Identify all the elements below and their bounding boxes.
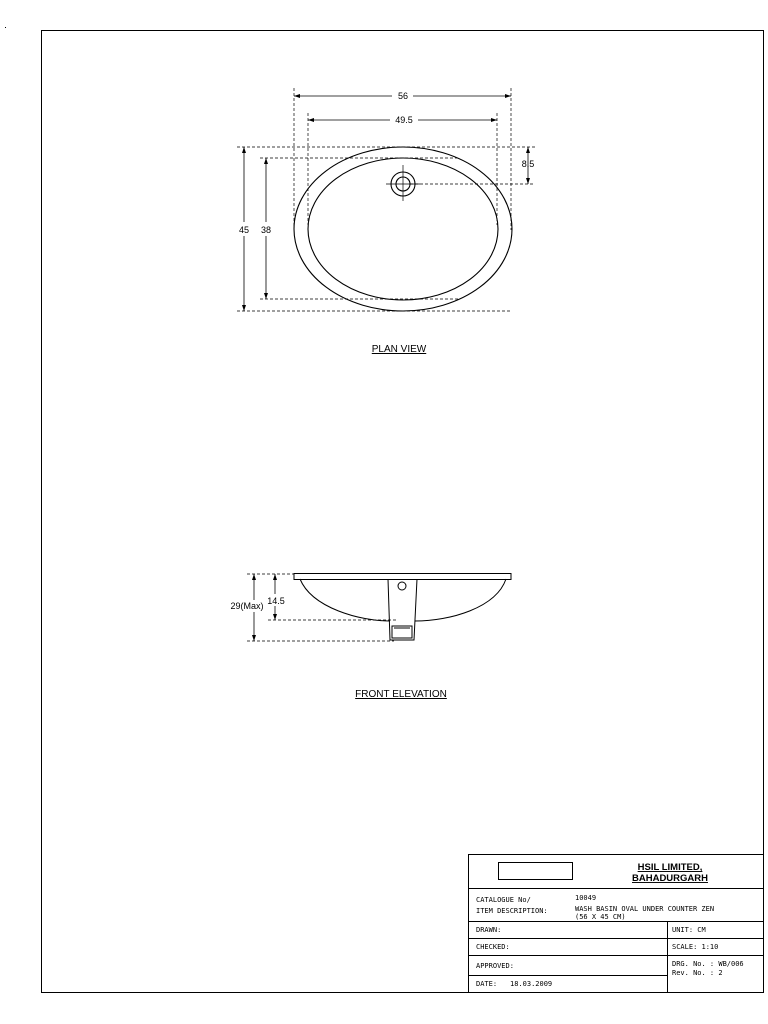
drawing-number: DRG. No. : WB/006: [672, 960, 744, 968]
item-description-size: (56 X 45 CM): [575, 913, 626, 921]
dim-max-height: 29(Max): [230, 601, 264, 611]
dim-inner-depth: 38: [260, 225, 272, 235]
dim-bowl-depth: 14.5: [267, 596, 285, 606]
front-elevation: [230, 574, 511, 701]
company-name: HSIL LIMITED,: [637, 862, 703, 873]
date-label: DATE:: [476, 980, 498, 988]
catalogue-value: 10049: [575, 894, 597, 902]
front-elevation-label: FRONT ELEVATION: [355, 689, 447, 700]
basin-bowl-profile-right: [415, 579, 506, 621]
item-description-label: ITEM DESCRIPTION:: [476, 907, 548, 915]
sheet-border: [42, 31, 764, 993]
speck-mark: [5, 27, 6, 28]
scale-text: SCALE: 1:10: [672, 943, 719, 951]
elevation-extension-lines: [247, 574, 396, 641]
catalogue-label: CATALOGUE No/: [476, 896, 531, 904]
dim-outer-depth: 45: [238, 225, 250, 235]
plan-arrowheads: [242, 94, 530, 311]
waste-outlet: [388, 579, 417, 640]
checked-label: CHECKED:: [476, 943, 510, 951]
item-description-value: WASH BASIN OVAL UNDER COUNTER ZEN: [575, 905, 715, 913]
basin-rim-flange: [294, 574, 511, 580]
dim-outer-width: 56: [397, 91, 409, 101]
date-value: 18.03.2009: [510, 980, 553, 988]
unit-text: UNIT: CM: [672, 926, 706, 934]
title-block: [468, 855, 764, 994]
tap-hole: [386, 165, 420, 201]
drawn-label: DRAWN:: [476, 926, 502, 934]
plan-view: [237, 88, 535, 355]
revision-number: Rev. No. : 2: [672, 969, 723, 977]
approved-label: APPROVED:: [476, 962, 514, 970]
plan-view-label: PLAN VIEW: [371, 344, 427, 355]
company-location: BAHADURGARH: [632, 873, 708, 884]
dim-tap-offset: 8.5: [521, 159, 535, 169]
logo-placeholder-box: [499, 863, 573, 880]
basin-bowl-profile: [300, 579, 390, 621]
plan-dimension-lines: [244, 96, 528, 311]
dim-inner-width: 49.5: [395, 115, 413, 125]
